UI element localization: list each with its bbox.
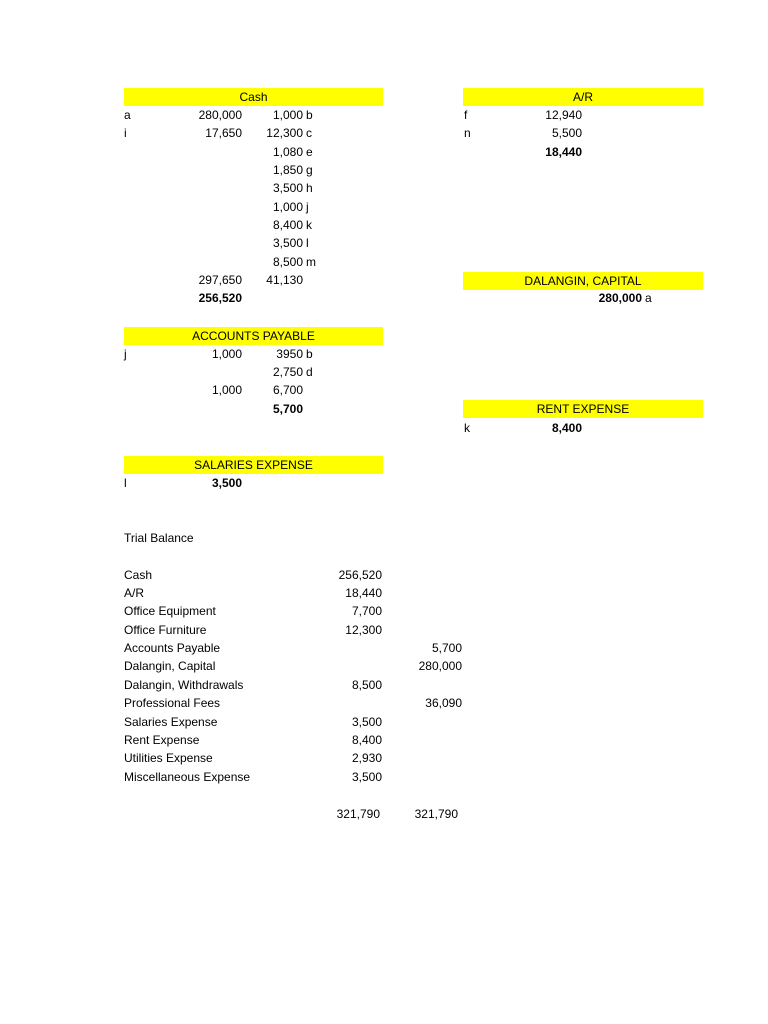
ap-debit-ref: j (124, 347, 127, 361)
cash-credit-amount: 12,300 (266, 126, 303, 140)
ar-debit-amount: 12,940 (545, 108, 582, 122)
cash-balance: 256,520 (198, 291, 242, 305)
rent-debit-ref: k (464, 421, 470, 435)
tb-account: Accounts Payable (124, 641, 221, 655)
tb-debit: 7,700 (351, 604, 382, 618)
tb-total-debit: 321,790 (336, 807, 380, 821)
cash-credit-amount: 1,850 (272, 163, 303, 177)
tb-debit: 2,930 (351, 751, 382, 765)
cash-debit-amount: 280,000 (198, 108, 242, 122)
trial-balance-title: Trial Balance (124, 531, 194, 545)
cash-credit-ref: g (306, 163, 313, 177)
tb-account: Utilities Expense (124, 751, 213, 765)
rent-account-header: RENT EXPENSE (463, 400, 703, 418)
tb-debit: 8,500 (351, 678, 382, 692)
cash-account-header: Cash (124, 88, 383, 106)
ar-account-header: A/R (463, 88, 703, 106)
cash-debit-ref: a (124, 108, 131, 122)
cash-credit-amount: 1,000 (272, 108, 303, 122)
cash-credit-ref: k (306, 218, 312, 232)
cash-credit-ref: b (306, 108, 313, 122)
tb-account: Office Furniture (124, 623, 207, 637)
ap-balance: 5,700 (272, 402, 303, 416)
tb-debit: 8,400 (351, 733, 382, 747)
tb-account: Professional Fees (124, 696, 221, 710)
tb-debit: 18,440 (345, 586, 382, 600)
tb-credit: 36,090 (425, 696, 462, 710)
ap-credit-ref: b (306, 347, 313, 361)
capital-credit-ref: a (645, 291, 652, 305)
cash-debit-amount: 17,650 (205, 126, 242, 140)
cash-credit-amount: 3,500 (272, 236, 303, 250)
ap-credit-amount: 3950 (276, 347, 303, 361)
tb-account: Salaries Expense (124, 715, 218, 729)
cash-credit-amount: 3,500 (272, 181, 303, 195)
salaries-account-header: SALARIES EXPENSE (124, 456, 383, 474)
tb-account: A/R (124, 586, 145, 600)
ap-account-header: ACCOUNTS PAYABLE (124, 327, 383, 345)
cash-credit-amount: 8,400 (272, 218, 303, 232)
ap-debit-amount: 1,000 (211, 347, 242, 361)
salaries-debit-amount: 3,500 (211, 476, 242, 490)
tb-account: Rent Expense (124, 733, 200, 747)
cash-credit-total: 41,130 (266, 273, 303, 287)
tb-debit: 12,300 (345, 623, 382, 637)
tb-account: Dalangin, Withdrawals (124, 678, 244, 692)
tb-credit: 5,700 (431, 641, 462, 655)
ar-debit-ref: f (464, 108, 468, 122)
ap-debit-total: 1,000 (211, 383, 242, 397)
cash-credit-ref: j (306, 200, 309, 214)
tb-debit: 3,500 (351, 770, 382, 784)
tb-account: Miscellaneous Expense (124, 770, 251, 784)
tb-credit: 280,000 (418, 659, 462, 673)
cash-debit-total: 297,650 (198, 273, 242, 287)
tb-debit: 3,500 (351, 715, 382, 729)
cash-debit-ref: i (124, 126, 127, 140)
cash-credit-ref: e (306, 145, 313, 159)
ar-debit-amount: 5,500 (551, 126, 582, 140)
cash-credit-ref: c (306, 126, 312, 140)
ap-credit-amount: 2,750 (272, 365, 303, 379)
cash-credit-ref: l (306, 236, 309, 250)
tb-account: Cash (124, 568, 153, 582)
ap-credit-ref: d (306, 365, 313, 379)
ap-credit-total: 6,700 (272, 383, 303, 397)
tb-account: Dalangin, Capital (124, 659, 216, 673)
tb-debit: 256,520 (338, 568, 382, 582)
cash-credit-amount: 1,000 (272, 200, 303, 214)
cash-credit-amount: 8,500 (272, 255, 303, 269)
tb-total-credit: 321,790 (414, 807, 458, 821)
ar-debit-ref: n (464, 126, 471, 140)
rent-debit-amount: 8,400 (551, 421, 582, 435)
salaries-debit-ref: l (124, 476, 127, 490)
cash-credit-amount: 1,080 (272, 145, 303, 159)
ar-balance: 18,440 (545, 145, 582, 159)
cash-credit-ref: h (306, 181, 313, 195)
capital-account-header: DALANGIN, CAPITAL (463, 272, 703, 290)
tb-account: Office Equipment (124, 604, 216, 618)
capital-credit-amount: 280,000 (598, 291, 642, 305)
cash-credit-ref: m (306, 255, 316, 269)
